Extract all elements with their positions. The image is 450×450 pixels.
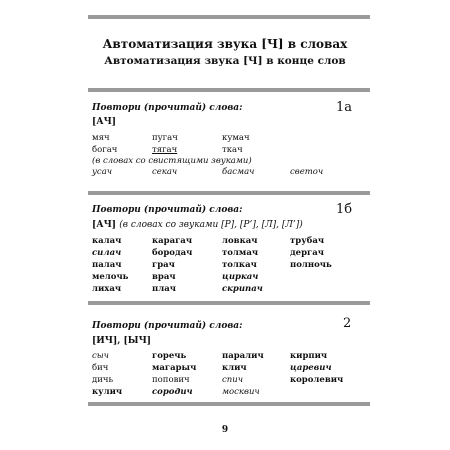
divider-1 (88, 88, 370, 92)
word: дичь (92, 375, 114, 385)
section-1a-instruction: Повтори (прочитай) слова: (92, 103, 243, 113)
section-2-row (92, 351, 362, 363)
section-1a-row (92, 167, 362, 179)
word: бородач (152, 248, 193, 258)
page-subtitle: Автоматизация звука [Ч] в конце слов (104, 55, 346, 67)
word: толкач (222, 260, 257, 270)
word: усач (92, 167, 113, 177)
section-1b-row (92, 284, 362, 296)
word: грач (152, 260, 175, 270)
word: скрипач (222, 284, 263, 294)
section-1b-group (92, 220, 303, 230)
group-label: [АЧ] (92, 220, 117, 230)
word: пугач (152, 133, 178, 143)
section-1b-row (92, 236, 362, 248)
word: бич (92, 363, 109, 373)
word: москвич (222, 387, 260, 397)
word: калач (92, 236, 122, 246)
word: кирпич (290, 351, 328, 361)
word: врач (152, 272, 176, 282)
section-1b-row (92, 272, 362, 284)
word: циркач (222, 272, 259, 282)
word: богач (92, 145, 118, 155)
divider-3 (88, 301, 370, 305)
word: секач (152, 167, 178, 177)
bottom-divider (88, 402, 370, 406)
word: попович (152, 375, 190, 385)
word: кумач (222, 133, 250, 143)
word: спич (222, 375, 243, 385)
word: карагач (152, 236, 193, 246)
word: горечь (152, 351, 187, 361)
page-title: Автоматизация звука [Ч] в словах (102, 37, 348, 51)
group-note: (в словах со звуками [Р], [Р’], [Л], [Л’]) (119, 220, 303, 230)
word: ловкач (222, 236, 258, 246)
divider-2 (88, 191, 370, 195)
word: мяч (92, 133, 110, 143)
word: клич (222, 363, 247, 373)
word: полночь (290, 260, 332, 270)
word: трубач (290, 236, 325, 246)
top-divider (88, 15, 370, 19)
section-2-row (92, 363, 362, 375)
word: басмач (222, 167, 255, 177)
word: лихач (92, 284, 122, 294)
word: палач (92, 260, 122, 270)
word: плач (152, 284, 176, 294)
word: сыч (92, 351, 109, 361)
section-1b-row (92, 248, 362, 260)
word: светоч (290, 167, 324, 177)
word: королевич (290, 375, 344, 385)
word: кулич (92, 387, 123, 397)
word: паралич (222, 351, 264, 361)
section-2-instruction: Повтори (прочитай) слова: (92, 321, 243, 331)
word: царевич (290, 363, 332, 373)
section-2-number: 2 (343, 316, 352, 331)
word: дергач (290, 248, 324, 258)
section-1b-row (92, 260, 362, 272)
word: толмач (222, 248, 259, 258)
page-number: 9 (221, 425, 229, 435)
word: ткач (222, 145, 243, 155)
section-1a-group: [АЧ] (92, 117, 117, 127)
section-1b-number: 1б (336, 202, 353, 217)
word: мелочь (92, 272, 129, 282)
section-1a-number: 1а (336, 100, 353, 115)
section-1b-instruction: Повтори (прочитай) слова: (92, 205, 243, 215)
word: сородич (152, 387, 193, 397)
section-1a-row (92, 133, 362, 145)
word: силач (92, 248, 122, 258)
word: магарыч (152, 363, 197, 373)
section-2-row (92, 375, 362, 387)
word: тягач (152, 145, 178, 155)
section-2-group: [ИЧ], [ЫЧ] (92, 336, 152, 346)
section-2-row (92, 387, 362, 399)
section-1a-note: (в словах со свистящими звуками) (92, 156, 252, 166)
